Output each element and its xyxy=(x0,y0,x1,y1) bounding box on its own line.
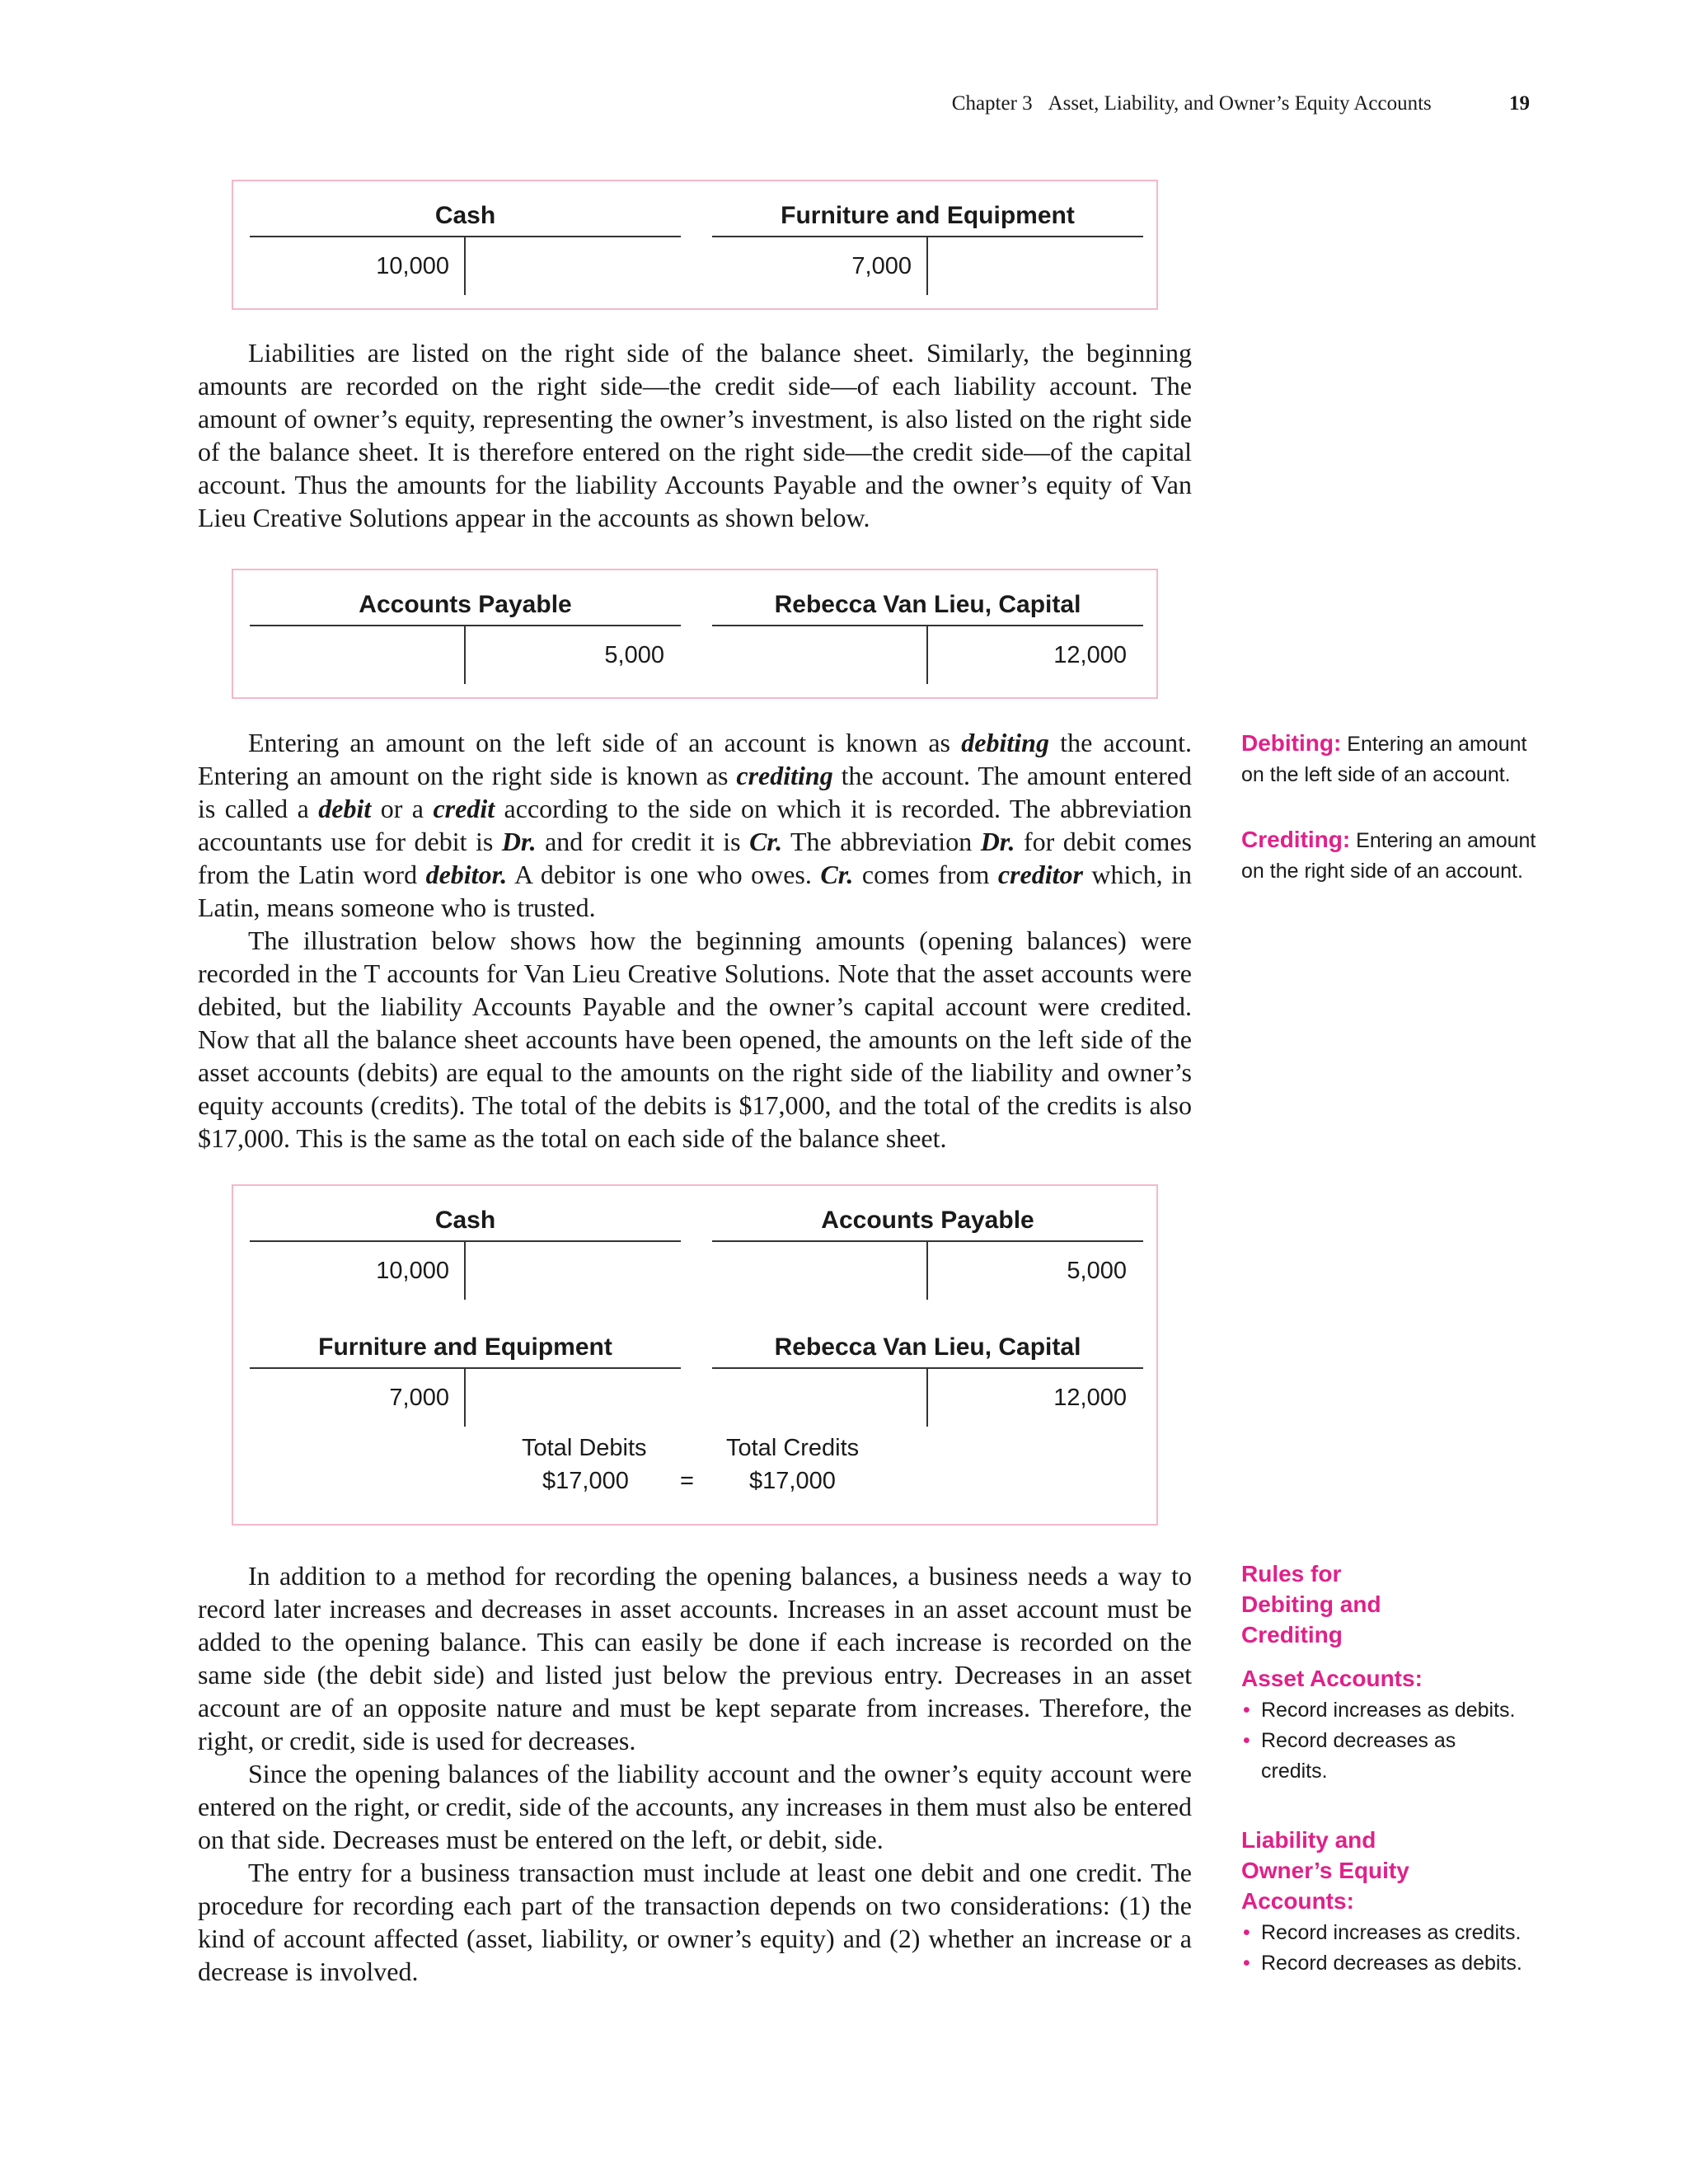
paragraph-liability-increases: Since the opening balances of the liability account and the owner’s equity account were entered on the right, or credit, side of the accounts, any increases in them must also be entered on that side. Decreases must be entered on the left, or debit, side. xyxy=(198,1759,1192,1854)
body-paragraph-group-1 xyxy=(198,336,1192,534)
t-account-divider xyxy=(926,237,928,295)
t-account-title: Cash xyxy=(250,1201,681,1242)
t-account-debit xyxy=(712,626,912,684)
t-account-credit: 5,000 xyxy=(604,642,664,668)
total-debits-value: $17,000 xyxy=(542,1468,629,1494)
list-item: • Record decreases as debits. xyxy=(1241,1948,1538,1979)
list-item: • Record increases as credits. xyxy=(1241,1918,1538,1948)
t-account-title: Rebecca Van Lieu, Capital xyxy=(712,585,1143,626)
margin-term: Debiting: xyxy=(1241,730,1342,756)
margin-definition: Entering an amount on the left side of an account. xyxy=(1241,733,1527,786)
t-account-credit: 12,000 xyxy=(1053,642,1127,668)
t-account-debit: 10,000 xyxy=(376,1258,449,1284)
rules-heading: Rules for Debiting and Crediting xyxy=(1241,1561,1381,1647)
t-account-title: Cash xyxy=(250,196,681,237)
liability-equity-heading: Liability and Owner’s Equity Accounts: xyxy=(1241,1827,1409,1914)
t-account-divider xyxy=(926,626,928,684)
t-account-title: Accounts Payable xyxy=(712,1201,1143,1242)
t-account-credit xyxy=(467,237,664,295)
chapter-title: Asset, Liability, and Owner’s Equity Accounts xyxy=(1048,92,1432,115)
total-credits-value: $17,000 xyxy=(749,1468,836,1494)
margin-note-crediting xyxy=(1241,824,1538,887)
t-account-debit xyxy=(712,1369,912,1427)
t-account-divider xyxy=(464,1242,466,1300)
equals-sign: = xyxy=(680,1468,694,1494)
t-account-title: Furniture and Equipment xyxy=(712,196,1143,237)
term-credit: credit xyxy=(433,794,495,823)
t-account-box-all xyxy=(232,1184,1158,1526)
body-paragraph-group-3 xyxy=(198,1559,1192,1988)
t-account-debit: 7,000 xyxy=(851,253,912,279)
list-item: • Record decreases as credits. xyxy=(1241,1726,1475,1787)
paragraph-asset-increases: In addition to a method for recording the opening balances, a business needs a way to record later increases and decreases in asset accounts. Increases in an asset account must be added to the opening balance. This can easily be done if each increase is recorded on the same side (the debit side) and listed just below the previous entry. Decreases in an asset account are of an opposite nature and must be kept separate from increases. Therefore, the right, or credit, side is used for decreases. xyxy=(198,1561,1192,1755)
term-debit: debit xyxy=(318,794,372,823)
t-account-title: Furniture and Equipment xyxy=(250,1328,681,1369)
term-dr: Dr. xyxy=(501,827,537,856)
term-debiting: debiting xyxy=(961,728,1049,757)
asset-rules-list xyxy=(1241,1695,1538,1787)
margin-rules xyxy=(1241,1558,1538,1979)
t-account-credit xyxy=(929,237,1127,295)
t-account-box-liabilities xyxy=(232,569,1158,699)
t-account-credit xyxy=(467,1369,664,1427)
term-crediting: crediting xyxy=(736,761,833,790)
t-account-debit: 10,000 xyxy=(376,253,449,279)
term-dr-2: Dr. xyxy=(980,827,1015,856)
term-cr: Cr. xyxy=(749,827,783,856)
t-account-credit: 12,000 xyxy=(1053,1385,1127,1411)
t-account-divider xyxy=(926,1369,928,1427)
body-paragraph-group-2 xyxy=(198,726,1192,1155)
t-account-debit: 7,000 xyxy=(389,1385,449,1411)
margin-term: Crediting: xyxy=(1241,827,1351,852)
t-account-divider xyxy=(464,1369,466,1427)
paragraph-debiting-crediting: Entering an amount on the left side of an account is known as debiting the account. Entering an amount on the right side is known as crediting the account. The amount entered is called a debit or a credit according to the side on which it is recorded. The abbreviation accountants use for debit is Dr. and for credit it is Cr. The abbreviation Dr. for debit comes from the Latin word debitor. A debitor is one who owes. Cr. comes from creditor which, in Latin, means someone who is trusted. xyxy=(198,728,1193,922)
total-debits-label: Total Debits xyxy=(522,1435,647,1461)
t-account-divider xyxy=(464,237,466,295)
paragraph-liabilities: Liabilities are listed on the right side of the balance sheet. Similarly, the beginning amounts are recorded on the right side—the credit side—of each liability account. The amount of owner’s equity, representing the owner’s investment, is also listed on the right side of the balance sheet. It is therefore entered on the right side—the credit side—of the capital account. Thus the amounts for the liability Accounts Payable and the owner’s equity of Van Lieu Creative Solutions appear in the accounts as shown below. xyxy=(198,338,1192,532)
total-credits-label: Total Credits xyxy=(726,1435,860,1461)
t-account-divider xyxy=(464,626,466,684)
liability-rules-list xyxy=(1241,1918,1538,1979)
margin-definition: Entering an amount on the right side of an account. xyxy=(1241,829,1536,883)
paragraph-transaction-entry: The entry for a business transaction must include at least one debit and one credit. The procedure for recording each part of the transaction depends on two considerations: (1) the kind of account affected (asset, liability, or owner’s equity) and (2) whether an increase or a decrease is involved. xyxy=(198,1858,1192,1986)
t-account-title: Rebecca Van Lieu, Capital xyxy=(712,1328,1143,1369)
margin-note-debiting xyxy=(1241,728,1538,790)
t-account-credit xyxy=(467,1242,664,1300)
t-account-debit xyxy=(250,626,449,684)
paragraph-illustration: The illustration below shows how the beginning amounts (opening balances) were recorded in the T accounts for Van Lieu Creative Solutions. Note that the asset accounts were debited, but the liability Accounts Payable and the owner’s capital account were credited. Now that all the balance sheet accounts have been opened, the amounts on the left side of the asset accounts (debits) are equal to the amounts on the right side of the liability and owner’s equity accounts (credits). The total of the debits is $17,000, and the total of the credits is also $17,000. This is the same as the total on each side of the balance sheet. xyxy=(198,926,1192,1153)
t-account-title: Accounts Payable xyxy=(250,585,681,626)
asset-accounts-heading: Asset Accounts: xyxy=(1241,1666,1423,1691)
list-item: • Record increases as debits. xyxy=(1241,1695,1538,1726)
t-account-credit: 5,000 xyxy=(1067,1258,1127,1284)
t-account-debit xyxy=(712,1242,912,1300)
term-debitor: debitor. xyxy=(425,860,508,889)
page-number: 19 xyxy=(1509,92,1530,115)
term-creditor: creditor xyxy=(997,860,1083,889)
t-account-divider xyxy=(926,1242,928,1300)
running-header xyxy=(952,92,1530,115)
term-cr-2: Cr. xyxy=(820,860,854,889)
chapter-number: Chapter 3 xyxy=(951,92,1033,115)
t-account-box-assets xyxy=(232,180,1158,310)
